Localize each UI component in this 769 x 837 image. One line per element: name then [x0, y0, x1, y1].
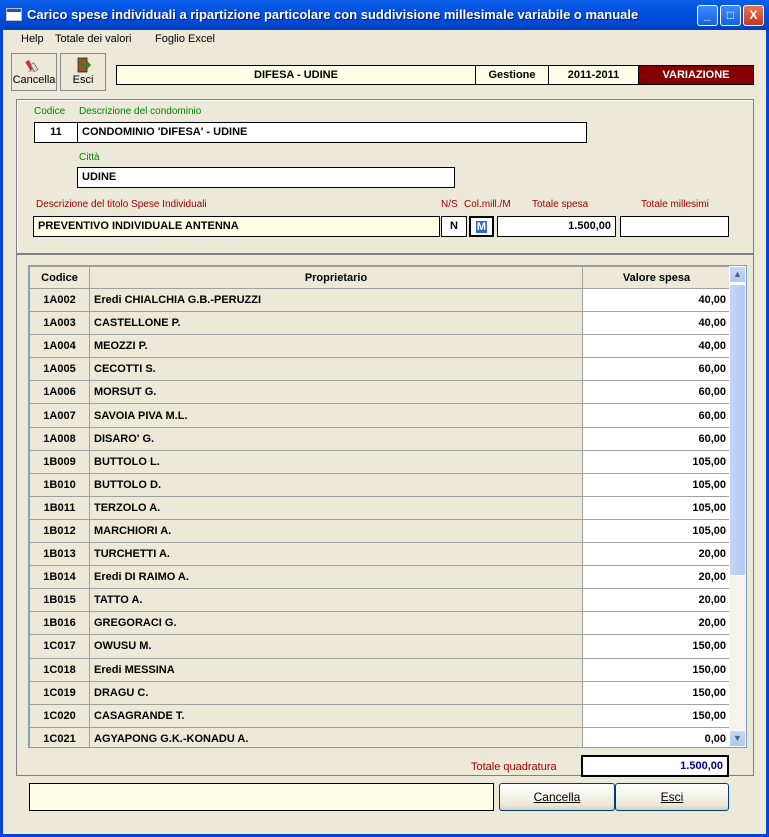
total-millesimi-field[interactable] [620, 216, 729, 237]
table-row[interactable] [30, 566, 731, 589]
row-owner: SAVOIA PIVA M.L. [90, 404, 583, 427]
menu-totale-valori[interactable]: Totale dei valori [55, 33, 132, 45]
row-owner: DRAGU C. [90, 681, 583, 704]
status-field [29, 783, 494, 811]
row-value[interactable]: 0,00 [583, 727, 731, 748]
cancel-button[interactable]: Cancella [499, 783, 615, 811]
table-row[interactable] [30, 543, 731, 566]
table-row[interactable] [30, 612, 731, 635]
table-row[interactable] [30, 335, 731, 358]
title-bar[interactable] [0, 0, 769, 30]
row-value[interactable]: 105,00 [583, 473, 731, 496]
table-row[interactable] [30, 358, 731, 381]
table-row[interactable] [30, 427, 731, 450]
row-value[interactable]: 60,00 [583, 427, 731, 450]
exit-button[interactable]: Esci [615, 783, 729, 811]
column-header-value[interactable]: Valore spesa [583, 267, 731, 289]
total-millesimi-label: Totale millesimi [641, 199, 709, 210]
row-value[interactable]: 105,00 [583, 496, 731, 519]
table-body [30, 289, 731, 749]
row-code: 1B015 [30, 589, 90, 612]
row-owner: BUTTOLO D. [90, 473, 583, 496]
row-code: 1C020 [30, 704, 90, 727]
row-code: 1A006 [30, 381, 90, 404]
scroll-thumb[interactable] [729, 284, 746, 576]
row-owner: OWUSU M. [90, 635, 583, 658]
total-quadratura-label: Totale quadratura [471, 761, 557, 773]
table-row[interactable] [30, 727, 731, 748]
row-code: 1B016 [30, 612, 90, 635]
gestione-label: Gestione [475, 65, 549, 85]
window-title: Carico spese individuali a ripartizione particolare con suddivisione millesimale variabile o manuale [27, 7, 639, 22]
eraser-icon [25, 56, 43, 74]
row-value[interactable]: 60,00 [583, 404, 731, 427]
row-value[interactable]: 20,00 [583, 612, 731, 635]
row-code: 1A004 [30, 335, 90, 358]
row-code: 1A008 [30, 427, 90, 450]
minimize-button[interactable]: _ [697, 5, 718, 26]
table-header-row [30, 267, 731, 289]
row-owner: TATTO A. [90, 589, 583, 612]
table-row[interactable] [30, 450, 731, 473]
city-field[interactable]: UDINE [77, 167, 455, 188]
row-code: 1C019 [30, 681, 90, 704]
ns-label: N/S [441, 199, 458, 210]
row-owner: DISARO' G. [90, 427, 583, 450]
row-code: 1A003 [30, 312, 90, 335]
row-code: 1C018 [30, 658, 90, 681]
gestione-value: 2011-2011 [548, 65, 639, 85]
row-value[interactable]: 150,00 [583, 704, 731, 727]
table-row[interactable] [30, 473, 731, 496]
row-owner: Eredi CHIALCHIA G.B.-PERUZZI [90, 289, 583, 312]
row-value[interactable]: 20,00 [583, 566, 731, 589]
total-quadratura-field: 1.500,00 [581, 755, 729, 777]
exit-door-icon [74, 56, 92, 74]
app-icon [6, 8, 22, 21]
column-header-code[interactable]: Codice [30, 267, 90, 289]
vertical-scrollbar[interactable] [729, 266, 746, 747]
row-owner: MORSUT G. [90, 381, 583, 404]
toolbar-exit-label: Esci [72, 74, 94, 86]
table-row[interactable] [30, 519, 731, 542]
menu-foglio-excel[interactable]: Foglio Excel [155, 33, 215, 45]
total-spesa-label: Totale spesa [532, 199, 589, 210]
row-value[interactable]: 60,00 [583, 381, 731, 404]
row-code: 1B010 [30, 473, 90, 496]
title-label: Descrizione del titolo Spese Individuali [36, 199, 207, 210]
table-row[interactable] [30, 289, 731, 312]
row-owner: CECOTTI S. [90, 358, 583, 381]
colmill-label: Col.mill./M [464, 199, 511, 210]
row-code: 1B013 [30, 543, 90, 566]
row-value[interactable]: 105,00 [583, 450, 731, 473]
toolbar-cancel-label: Cancella [12, 74, 56, 86]
row-owner: AGYAPONG G.K.-KONADU A. [90, 727, 583, 748]
menu-bar [3, 30, 766, 49]
table-row[interactable] [30, 404, 731, 427]
row-value[interactable]: 150,00 [583, 658, 731, 681]
row-value[interactable]: 40,00 [583, 289, 731, 312]
row-owner: MARCHIORI A. [90, 519, 583, 542]
row-owner: CASTELLONE P. [90, 312, 583, 335]
row-value[interactable]: 150,00 [583, 681, 731, 704]
row-code: 1A002 [30, 289, 90, 312]
row-value[interactable]: 40,00 [583, 335, 731, 358]
row-owner: CASAGRANDE T. [90, 704, 583, 727]
row-code: 1B009 [30, 450, 90, 473]
toolbar-cancel-button[interactable] [11, 53, 57, 91]
city-label: Città [79, 152, 100, 163]
spese-title-field[interactable]: PREVENTIVO INDIVIDUALE ANTENNA [33, 216, 440, 237]
row-code: 1A007 [30, 404, 90, 427]
row-owner: GREGORACI G. [90, 612, 583, 635]
expense-grid[interactable] [28, 265, 747, 748]
row-code: 1B014 [30, 566, 90, 589]
colmill-field[interactable] [469, 216, 494, 237]
row-code: 1C021 [30, 727, 90, 748]
code-label: Codice [34, 106, 66, 117]
row-owner: MEOZZI P. [90, 335, 583, 358]
row-code: 1B012 [30, 519, 90, 542]
row-owner: TERZOLO A. [90, 496, 583, 519]
condominium-header: DIFESA - UDINE [116, 65, 476, 85]
scroll-up-icon[interactable]: ▲ [729, 266, 746, 283]
row-owner: TURCHETTI A. [90, 543, 583, 566]
code-field[interactable]: 11 [34, 122, 78, 143]
expense-table [29, 266, 731, 748]
row-value[interactable]: 20,00 [583, 543, 731, 566]
row-value[interactable]: 105,00 [583, 519, 731, 542]
total-spesa-field[interactable]: 1.500,00 [497, 216, 616, 237]
row-owner: Eredi MESSINA [90, 658, 583, 681]
maximize-button[interactable]: □ [720, 5, 741, 26]
row-value[interactable]: 40,00 [583, 312, 731, 335]
row-value[interactable]: 60,00 [583, 358, 731, 381]
table-row[interactable] [30, 496, 731, 519]
row-value[interactable]: 20,00 [583, 589, 731, 612]
close-button[interactable]: X [743, 5, 764, 26]
column-header-owner[interactable]: Proprietario [90, 267, 583, 289]
table-row[interactable] [30, 658, 731, 681]
colmill-selected-value: M [476, 221, 487, 233]
row-owner: Eredi DI RAIMO A. [90, 566, 583, 589]
mode-badge: VARIAZIONE [638, 65, 754, 85]
table-row[interactable] [30, 704, 731, 727]
table-row[interactable] [30, 312, 731, 335]
row-code: 1C017 [30, 635, 90, 658]
table-row[interactable] [30, 589, 731, 612]
menu-help[interactable]: Help [21, 33, 44, 45]
desc-label: Descrizione del condominio [79, 106, 202, 117]
table-row[interactable] [30, 635, 731, 658]
ns-field[interactable]: N [441, 216, 467, 237]
table-row[interactable] [30, 381, 731, 404]
row-value[interactable]: 150,00 [583, 635, 731, 658]
table-row[interactable] [30, 681, 731, 704]
toolbar-exit-button[interactable] [60, 53, 106, 91]
scroll-down-icon[interactable]: ▼ [729, 730, 746, 747]
row-owner: BUTTOLO L. [90, 450, 583, 473]
desc-field[interactable]: CONDOMINIO 'DIFESA' - UDINE [77, 122, 587, 143]
row-code: 1A005 [30, 358, 90, 381]
row-code: 1B011 [30, 496, 90, 519]
